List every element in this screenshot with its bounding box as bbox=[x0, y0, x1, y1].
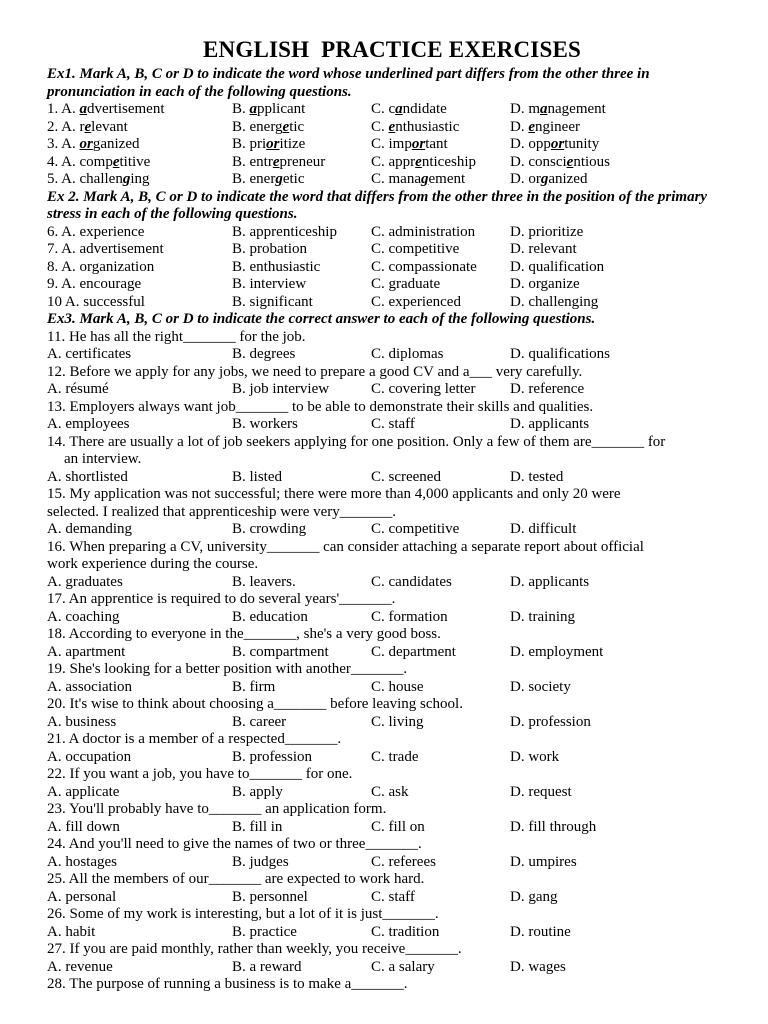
answer-option: D. qualifications bbox=[510, 346, 610, 362]
underlined-part: g bbox=[122, 171, 131, 187]
word-part: ing bbox=[130, 171, 150, 187]
question-text: 17. An apprentice is required to do several years'_______. bbox=[47, 591, 396, 607]
question-text: 22. If you want a job, you have to_______ for one. bbox=[47, 766, 353, 782]
word-part: B. ener bbox=[232, 171, 276, 187]
page-title: ENGLISH PRACTICE EXERCISES bbox=[203, 37, 581, 62]
answer-option: C. competitive bbox=[371, 521, 460, 537]
answer-option: D. umpires bbox=[510, 853, 577, 870]
question-text: 19. She's looking for a better position with another_______. bbox=[47, 661, 408, 677]
ex1-list bbox=[47, 101, 737, 189]
answer-row bbox=[47, 101, 737, 119]
question-text: 24. And you'll need to give the names of two or three_______. bbox=[47, 836, 422, 852]
word-part: dvertisement bbox=[87, 101, 165, 117]
answer-row bbox=[47, 276, 737, 294]
answer-option: A. certificates bbox=[47, 346, 132, 362]
word-part: nagement bbox=[547, 101, 606, 117]
answer-row bbox=[47, 644, 737, 662]
answer-row bbox=[47, 241, 737, 259]
answer-option: C. covering letter bbox=[371, 381, 476, 397]
ex3-list bbox=[47, 329, 737, 994]
answer-option bbox=[47, 154, 150, 172]
answer-option: B. apply bbox=[232, 783, 283, 800]
answer-row bbox=[47, 749, 737, 767]
answer-option bbox=[510, 101, 606, 119]
answer-option: C. referees bbox=[371, 853, 436, 870]
answer-option: C. trade bbox=[371, 748, 419, 765]
question-text-continued: work experience during the course. bbox=[47, 556, 259, 572]
underlined-part: e bbox=[528, 118, 536, 135]
answer-option: A. business bbox=[47, 713, 117, 730]
word-part: 2. A. r bbox=[47, 118, 85, 135]
underlined-part: a bbox=[249, 101, 258, 117]
word-part: C. appr bbox=[371, 153, 416, 170]
question-text: 20. It's wise to think about choosing a_______ before leaving school. bbox=[47, 696, 463, 712]
answer-option: D. relevant bbox=[510, 241, 577, 257]
word-part: 4. A. comp bbox=[47, 153, 113, 170]
answer-option: B. apprenticeship bbox=[232, 223, 337, 240]
answer-row bbox=[47, 259, 737, 277]
answer-option bbox=[232, 171, 304, 189]
underlined-part: e bbox=[415, 153, 422, 170]
word-part: tic bbox=[289, 118, 305, 135]
answer-option: D. gang bbox=[510, 888, 558, 905]
answer-option: 10 A. successful bbox=[47, 293, 145, 310]
answer-option: A. revenue bbox=[47, 958, 113, 975]
answer-option: C. department bbox=[371, 643, 456, 660]
answer-option: 6. A. experience bbox=[47, 223, 145, 240]
word-part: preneur bbox=[279, 153, 326, 170]
answer-row bbox=[47, 416, 737, 434]
answer-option: 7. A. advertisement bbox=[47, 241, 164, 257]
question-text: 23. You'll probably have to_______ an application form. bbox=[47, 801, 387, 817]
answer-option: D. routine bbox=[510, 923, 571, 940]
question-text: 18. According to everyone in the_______, she's a very good boss. bbox=[47, 626, 441, 642]
answer-option: D. applicants bbox=[510, 573, 590, 590]
answer-option bbox=[47, 136, 140, 154]
answer-option: D. applicants bbox=[510, 416, 590, 432]
answer-option bbox=[510, 119, 580, 137]
answer-row bbox=[47, 136, 737, 154]
word-part: 3. A. bbox=[47, 136, 80, 152]
worksheet-page bbox=[47, 35, 737, 994]
question-text: 12. Before we apply for any jobs, we need to prepare a good CV and a___ very carefully. bbox=[47, 363, 583, 380]
word-part: 5. A. challen bbox=[47, 171, 123, 187]
word-part: titive bbox=[119, 153, 151, 170]
answer-option bbox=[510, 171, 587, 189]
question-text: 21. A doctor is a member of a respected_______. bbox=[47, 731, 342, 747]
answer-option bbox=[371, 136, 448, 154]
answer-option bbox=[510, 154, 610, 172]
answer-option bbox=[232, 119, 304, 137]
underlined-part: e bbox=[282, 118, 290, 135]
answer-option: C. staff bbox=[371, 416, 415, 432]
answer-option: B. judges bbox=[232, 853, 289, 870]
underlined-part: a bbox=[395, 101, 403, 117]
word-part: ngineer bbox=[535, 118, 580, 135]
word-part: pplicant bbox=[257, 101, 306, 117]
answer-option: 9. A. encourage bbox=[47, 276, 142, 292]
answer-row bbox=[47, 521, 737, 539]
word-part: 1. A. bbox=[47, 101, 80, 117]
answer-row bbox=[47, 574, 737, 592]
word-part: B. pri bbox=[232, 136, 267, 152]
underlined-part: e bbox=[112, 153, 120, 170]
answer-option: D. challenging bbox=[510, 293, 599, 310]
word-part: C. mana bbox=[371, 171, 421, 187]
answer-option: B. job interview bbox=[232, 381, 330, 397]
answer-option bbox=[47, 119, 128, 137]
answer-option: A. graduates bbox=[47, 573, 123, 590]
word-part: C. bbox=[371, 118, 389, 135]
answer-option: A. employees bbox=[47, 416, 130, 432]
underlined-part: g bbox=[540, 171, 549, 187]
underlined-part: e bbox=[272, 153, 280, 170]
answer-option bbox=[371, 119, 459, 137]
answer-option: A. fill down bbox=[47, 818, 120, 835]
underlined-part: a bbox=[540, 101, 548, 117]
question-text: 25. All the members of our_______ are expected to work hard. bbox=[47, 871, 425, 887]
answer-option: A. coaching bbox=[47, 608, 120, 625]
answer-option: C. graduate bbox=[371, 276, 441, 292]
answer-option bbox=[371, 101, 447, 119]
answer-option: A. occupation bbox=[47, 748, 132, 765]
answer-row bbox=[47, 714, 737, 732]
answer-option: C. staff bbox=[371, 888, 415, 905]
answer-option: C. tradition bbox=[371, 923, 440, 940]
question-text: 27. If you are paid monthly, rather than weekly, you receive_______. bbox=[47, 941, 462, 957]
underlined-part: or bbox=[550, 136, 565, 152]
ex3-instruction: Ex3. Mark A, B, C or D to indicate the correct answer to each of the following questions. bbox=[47, 311, 596, 327]
answer-row bbox=[47, 381, 737, 399]
question-text: 16. When preparing a CV, university_______ can consider attaching a separate report about official bbox=[47, 538, 644, 555]
answer-option: D. tested bbox=[510, 468, 564, 485]
word-part: D. m bbox=[510, 101, 540, 117]
answer-option: A. association bbox=[47, 678, 132, 695]
answer-option: B. career bbox=[232, 713, 287, 730]
answer-option: C. house bbox=[371, 678, 424, 695]
answer-option: B. fill in bbox=[232, 818, 283, 835]
word-part: C. c bbox=[371, 101, 396, 117]
ex2-list bbox=[47, 224, 737, 312]
answer-row bbox=[47, 171, 737, 189]
word-part: ganized bbox=[92, 136, 140, 152]
answer-option: C. candidates bbox=[371, 573, 452, 590]
answer-option: D. training bbox=[510, 608, 575, 625]
question-text: 28. The purpose of running a business is to make a_______. bbox=[47, 976, 408, 992]
word-part: D. or bbox=[510, 171, 541, 187]
word-part: D. consci bbox=[510, 153, 567, 170]
answer-option: D. difficult bbox=[510, 521, 577, 537]
answer-option: B. significant bbox=[232, 293, 313, 310]
answer-row bbox=[47, 609, 737, 627]
answer-row bbox=[47, 154, 737, 172]
answer-option: A. personal bbox=[47, 888, 117, 905]
answer-option: 8. A. organization bbox=[47, 258, 155, 275]
question-text-continued: an interview. bbox=[64, 451, 142, 467]
underlined-part: e bbox=[388, 118, 396, 135]
answer-option bbox=[232, 136, 305, 154]
answer-option: D. profession bbox=[510, 713, 591, 730]
answer-option: D. prioritize bbox=[510, 223, 584, 240]
answer-row bbox=[47, 119, 737, 137]
answer-option bbox=[47, 171, 150, 189]
word-part: tunity bbox=[564, 136, 600, 152]
answer-option: B. a reward bbox=[232, 958, 302, 975]
word-part: ndidate bbox=[402, 101, 447, 117]
answer-option bbox=[232, 154, 325, 172]
question-text: 13. Employers always want job_______ to be able to demonstrate their skills and qualities. bbox=[47, 398, 594, 415]
question-text: 26. Some of my work is interesting, but a lot of it is just_______. bbox=[47, 906, 439, 922]
answer-option bbox=[510, 136, 599, 154]
answer-option: D. organize bbox=[510, 276, 580, 292]
underlined-part: or bbox=[79, 136, 93, 152]
answer-option: A. shortlisted bbox=[47, 468, 128, 485]
answer-option: C. administration bbox=[371, 223, 476, 240]
answer-option: C. screened bbox=[371, 468, 441, 485]
answer-option: D. work bbox=[510, 748, 560, 765]
ex2-instruction: Ex 2. Mark A, B, C or D to indicate the word that differs from the other three in the position of the primary stress in each of the following questions. bbox=[47, 188, 708, 222]
answer-row bbox=[47, 924, 737, 942]
answer-option: D. society bbox=[510, 678, 571, 695]
ex1-instruction: Ex1. Mark A, B, C or D to indicate the word whose underlined part differs from the other three in pronunciation in each of the following questions. bbox=[47, 66, 650, 100]
answer-option bbox=[371, 171, 465, 189]
underlined-part: or bbox=[266, 136, 280, 152]
answer-option: C. living bbox=[371, 713, 424, 730]
answer-row bbox=[47, 784, 737, 802]
word-part: C. imp bbox=[371, 136, 412, 152]
answer-option: B. personnel bbox=[232, 888, 308, 905]
answer-option: D. request bbox=[510, 783, 572, 800]
word-part: ntious bbox=[573, 153, 611, 170]
word-part: B. bbox=[232, 101, 250, 117]
answer-option bbox=[232, 101, 305, 119]
answer-option: A. résumé bbox=[47, 381, 109, 397]
word-part: ement bbox=[428, 171, 466, 187]
question-text: 14. There are usually a lot of job seekers applying for one position. Only a few of them are_______ for bbox=[47, 433, 666, 450]
answer-row bbox=[47, 819, 737, 837]
answer-row bbox=[47, 889, 737, 907]
question-text: 15. My application was not successful; there were more than 4,000 applicants and only 20 were bbox=[47, 486, 621, 502]
word-part: D. bbox=[510, 118, 529, 135]
answer-option: B. workers bbox=[232, 416, 298, 432]
answer-option: B. leavers. bbox=[232, 573, 296, 590]
answer-row bbox=[47, 224, 737, 242]
answer-row bbox=[47, 959, 737, 977]
answer-option: B. degrees bbox=[232, 346, 296, 362]
answer-option: A. hostages bbox=[47, 853, 117, 870]
word-part: anized bbox=[548, 171, 588, 187]
word-part: D. opp bbox=[510, 136, 551, 152]
answer-option: C. compassionate bbox=[371, 258, 477, 275]
answer-option: B. listed bbox=[232, 468, 283, 485]
answer-option: A. demanding bbox=[47, 521, 132, 537]
underlined-part: e bbox=[566, 153, 574, 170]
answer-option: B. probation bbox=[232, 241, 307, 257]
answer-option: D. reference bbox=[510, 381, 585, 397]
word-part: etic bbox=[282, 171, 305, 187]
answer-option: C. formation bbox=[371, 608, 448, 625]
word-part: nticeship bbox=[421, 153, 476, 170]
answer-option: B. compartment bbox=[232, 643, 329, 660]
answer-row bbox=[47, 854, 737, 872]
answer-option: C. diplomas bbox=[371, 346, 444, 362]
underlined-part: g bbox=[421, 171, 429, 187]
answer-option: B. enthusiastic bbox=[232, 258, 321, 275]
answer-row bbox=[47, 346, 737, 364]
answer-option: A. habit bbox=[47, 923, 96, 940]
answer-option: B. education bbox=[232, 608, 308, 625]
underlined-part: or bbox=[411, 136, 426, 152]
answer-option: D. fill through bbox=[510, 818, 597, 835]
word-part: nthusiastic bbox=[395, 118, 460, 135]
answer-option bbox=[371, 154, 476, 172]
answer-row bbox=[47, 679, 737, 697]
word-part: B. entr bbox=[232, 153, 273, 170]
word-part: B. energ bbox=[232, 118, 283, 135]
answer-option: C. experienced bbox=[371, 293, 461, 310]
answer-option: C. a salary bbox=[371, 958, 435, 975]
answer-option: B. practice bbox=[232, 923, 297, 940]
answer-option: B. firm bbox=[232, 678, 276, 695]
answer-option: D. employment bbox=[510, 643, 604, 660]
word-part: levant bbox=[91, 118, 128, 135]
answer-option: A. apartment bbox=[47, 643, 126, 660]
answer-option: C. competitive bbox=[371, 241, 460, 257]
answer-option bbox=[47, 101, 165, 119]
answer-option: C. ask bbox=[371, 783, 409, 800]
word-part: tant bbox=[425, 136, 448, 152]
answer-row bbox=[47, 469, 737, 487]
answer-option: B. profession bbox=[232, 748, 312, 765]
answer-option: B. crowding bbox=[232, 521, 307, 537]
underlined-part: a bbox=[79, 101, 88, 117]
question-text-continued: selected. I realized that apprenticeship were very_______. bbox=[47, 503, 397, 520]
answer-option: A. applicate bbox=[47, 783, 120, 800]
answer-option: D. qualification bbox=[510, 258, 605, 275]
answer-row bbox=[47, 294, 737, 312]
answer-option: C. fill on bbox=[371, 818, 425, 835]
answer-option: D. wages bbox=[510, 958, 566, 975]
answer-option: B. interview bbox=[232, 276, 307, 292]
underlined-part: g bbox=[275, 171, 283, 187]
word-part: itize bbox=[279, 136, 306, 152]
underlined-part: e bbox=[84, 118, 92, 135]
question-text: 11. He has all the right_______ for the job. bbox=[47, 328, 306, 345]
